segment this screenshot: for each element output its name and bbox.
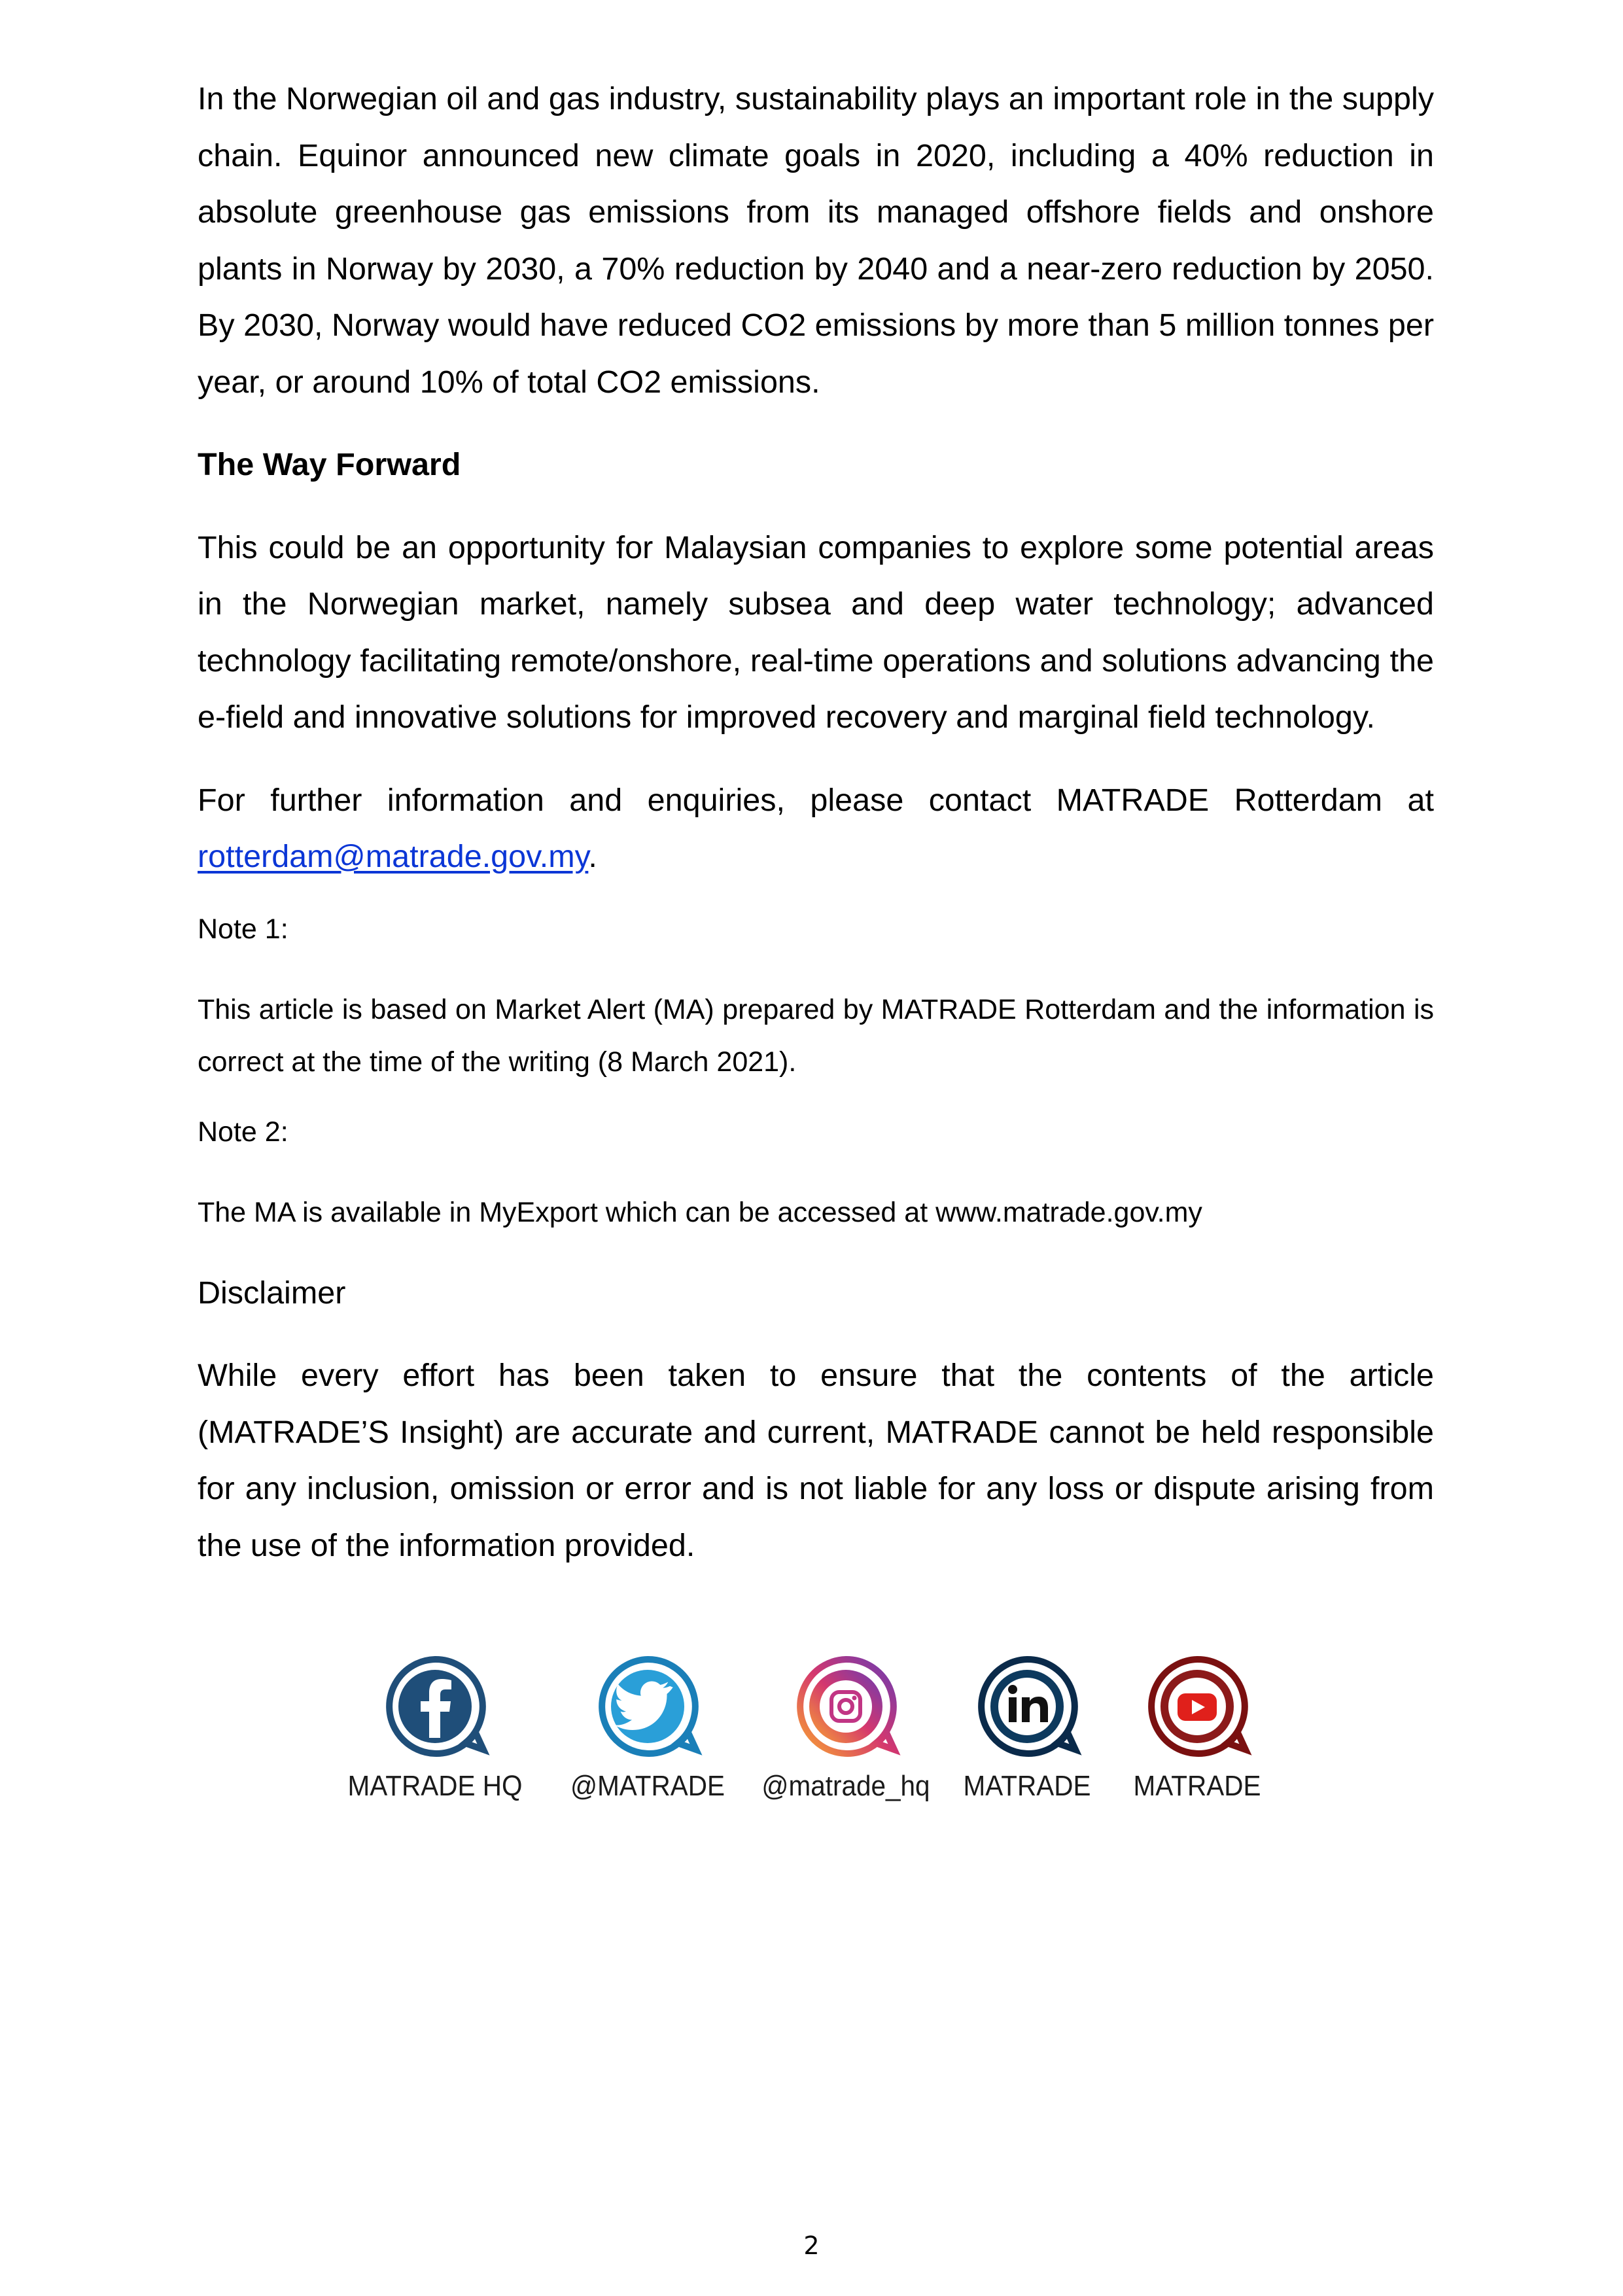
youtube-handle[interactable]: MATRADE	[1133, 1770, 1261, 1802]
page-number: 2	[803, 2231, 820, 2260]
social-youtube[interactable]	[1099, 1651, 1295, 1806]
facebook-handle[interactable]: MATRADE HQ	[347, 1770, 523, 1802]
facebook-icon[interactable]	[377, 1651, 493, 1767]
disclaimer-text: While every effort has been taken to ensure that the contents of the article (MATRADE’S Insight) are accurate and current, MATRADE cannot be held responsible for any inclusion, omission or error and is not liable for any loss or dispute arising from the use of the information provided.	[198, 1358, 1434, 1563]
linkedin-icon[interactable]	[969, 1651, 1085, 1767]
twitter-handle[interactable]: @MATRADE	[570, 1770, 725, 1802]
section-heading: The Way Forward	[198, 447, 461, 482]
intro-paragraph: In the Norwegian oil and gas industry, sustainability plays an important role in the supply chain. Equinor announced new climate goals in 2020, including a 40% reduction in absolute greenhouse gas emissions from its managed offshore fields and onshore plants in Norway by 2030, a 70% reduction by 2040 and a near-zero reduction by 2050. By 2030, Norway would have reduced CO2 emissions by more than 5 million tonnes per year, or around 10% of total CO2 emissions.	[198, 81, 1434, 400]
social-twitter[interactable]	[550, 1651, 746, 1806]
instagram-handle[interactable]: @matrade_hq	[761, 1770, 930, 1802]
contact-paragraph	[198, 772, 1434, 885]
note2-label: Note 2:	[198, 1116, 288, 1148]
way-forward-paragraph: This could be an opportunity for Malaysian companies to explore some potential areas in the Norwegian market, namely subsea and deep water technology; advanced technology facilitating remote/onshore, real-time operations and solutions advancing the e-field and innovative solutions for improved recovery and marginal field technology.	[198, 529, 1434, 735]
note1-label: Note 1:	[198, 913, 288, 945]
social-media-links	[0, 1651, 1623, 1861]
disclaimer-title: Disclaimer	[198, 1275, 346, 1311]
note2-text: The MA is available in MyExport which can be accessed at www.matrade.gov.my	[198, 1196, 1202, 1228]
social-instagram[interactable]	[748, 1651, 944, 1806]
instagram-icon[interactable]	[788, 1651, 903, 1767]
contact-text: For further information and enquiries, please contact MATRADE Rotterdam at	[198, 782, 1434, 818]
social-facebook[interactable]	[337, 1651, 533, 1806]
contact-email-link[interactable]: rotterdam@matrade.gov.my	[198, 839, 589, 874]
note1-text: This article is based on Market Alert (MA) prepared by MATRADE Rotterdam and the information is correct at the time of the writing (8 March 2021).	[198, 993, 1434, 1078]
contact-suffix: .	[588, 839, 597, 874]
document-body	[198, 71, 1434, 1574]
social-linkedin[interactable]	[929, 1651, 1125, 1806]
linkedin-handle[interactable]: MATRADE	[963, 1770, 1091, 1802]
youtube-icon[interactable]	[1140, 1651, 1255, 1767]
twitter-icon[interactable]	[590, 1651, 705, 1767]
